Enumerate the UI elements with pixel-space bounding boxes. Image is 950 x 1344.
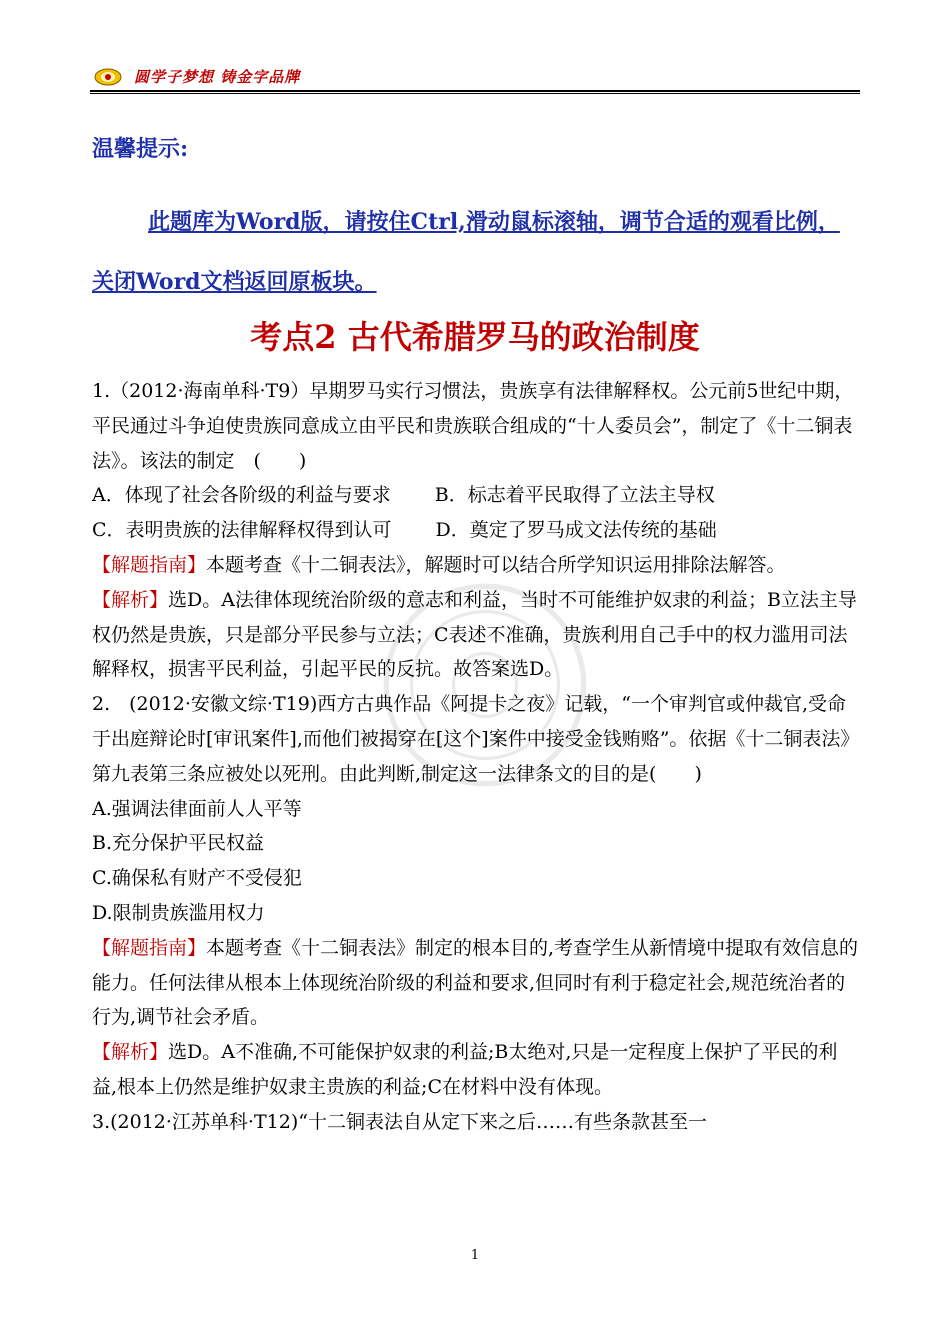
q2-option-b: B.充分保护平民权益 [92,832,265,855]
page-number: 1 [470,1248,480,1263]
q1-option-c: C．表明贵族的法律解释权得到认可 [92,519,392,542]
q1-guide-tag: 【解题指南】 [92,553,207,576]
q1-analysis [92,583,862,687]
q1-option-a: A．体现了社会各阶级的利益与要求 [92,484,391,507]
q3-stem: 3.(2012·江苏单科·T12)“十二铜表法自从定下来之后……有些条款甚至一 [92,1110,707,1133]
q2-guide-tag: 【解题指南】 [92,936,207,959]
tip-body: 此题库为Word版，请按住Ctrl,滑动鼠标滚轴，调节合适的观看比例，关闭Word文档返回原板块。 [92,209,840,295]
logo-icon [94,67,122,87]
q1-option-d: D．奠定了罗马成文法传统的基础 [435,519,717,542]
q2-guide-text: 本题考查《十二铜表法》制定的根本目的,考查学生从新情境中提取有效信息的能力。任何法律从根本上体现统治阶级的利益和要求,但同时有利于稳定社会,规范统治者的行为,调节社会矛盾。 [92,936,859,1029]
header-divider-thin [90,93,860,94]
q2-option-a: A.强调法律面前人人平等 [92,797,302,820]
q1-options-row-2 [92,513,862,548]
page-title: 考点2 古代希腊罗马的政治制度 [250,318,700,356]
tip-title: 温馨提示: [92,136,189,162]
q2-guide [92,931,862,1035]
q1-analysis-tag: 【解析】 [92,588,169,611]
q1-analysis-text: 选D。A法律体现统治阶级的意志和利益，当时不可能维护奴隶的利益；B立法主导权仍然是贵族，只是部分平民参与立法；C表述不准确，贵族利用自己手中的权力滥用司法解释权，损害平民利益，引起平民的反抗。故答案选D。 [92,588,857,681]
q2-stem: 2. (2012·安徽文综·T19)西方古典作品《阿提卡之夜》记载，“一个审判官或仲裁官,受命于出庭辩论时[审讯案件],而他们被揭穿在[这个]案件中接受金钱贿赂”。依据《十二铜表法》第九表第三条应被处以死刑。由此判断,制定这一法律条文的目的是( ) [92,693,860,785]
question-content [92,374,862,1140]
header-slogan: 圆学子梦想 铸金字品牌 [134,68,301,86]
q1-options-row-1 [92,478,862,513]
q2-analysis [92,1035,862,1105]
header-divider [90,90,860,92]
q1-guide-text: 本题考查《十二铜表法》，解题时可以结合所学知识运用排除法解答。 [206,553,786,576]
q1-option-b: B．标志着平民取得了立法主导权 [434,484,715,507]
q2-analysis-text: 选D。A不准确,不可能保护奴隶的利益;B太绝对,只是一定程度上保护了平民的利益,根本上仍然是维护奴隶主贵族的利益;C在材料中没有体现。 [92,1041,838,1098]
q1-guide [92,548,862,583]
q1-stem: 1.（2012·海南单科·T9）早期罗马实行习惯法，贵族享有法律解释权。公元前5世纪中期，平民通过斗争迫使贵族同意成立由平民和贵族联合组成的“十人委员会”，制定了《十二铜表法》。该法的制定 ( ) [92,380,854,472]
q2-analysis-tag: 【解析】 [92,1041,169,1064]
q2-option-d: D.限制贵族滥用权力 [92,901,265,924]
q2-option-c: C.确保私有财产不受侵犯 [92,867,302,890]
page-header [90,60,860,90]
